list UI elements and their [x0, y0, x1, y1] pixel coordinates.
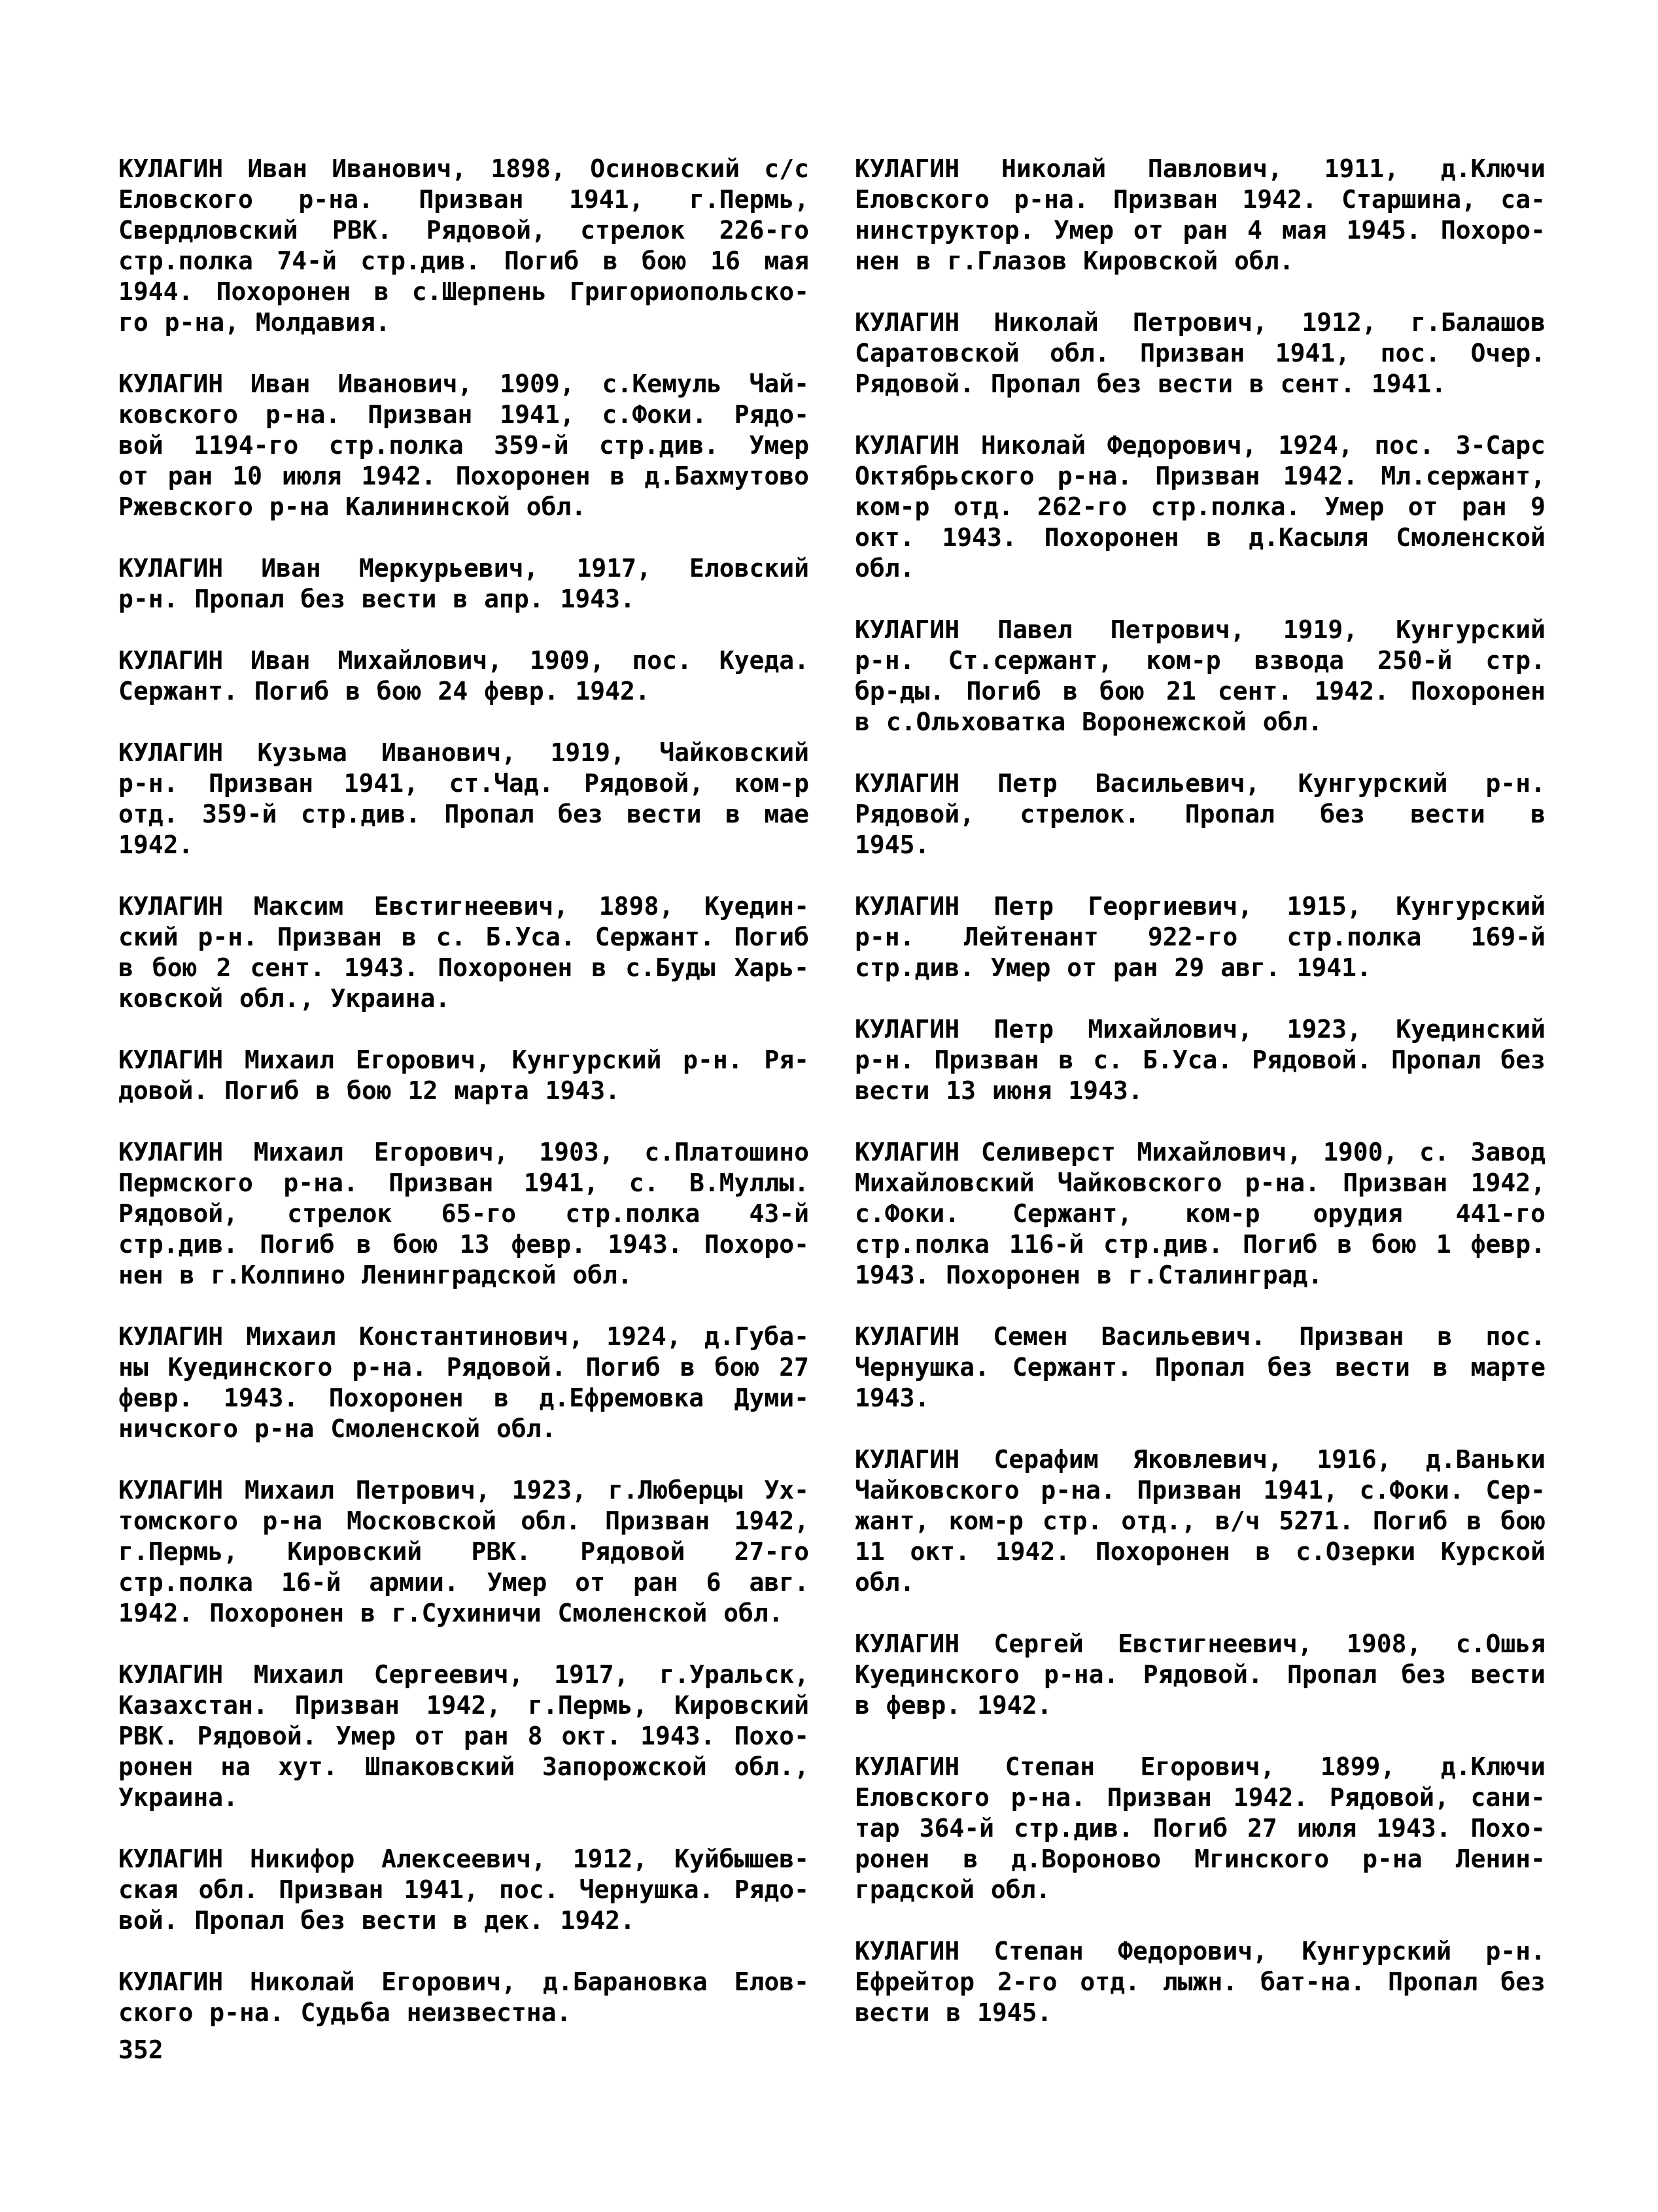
entry-line: Чернушка. Сержант. Пропал без вести в марте: [855, 1353, 1546, 1382]
entry-line: от ран 10 июля 1942. Похоронен в д.Бахмутово: [118, 462, 809, 490]
entry-line: нинструктор. Умер от ран 4 мая 1945. Похоро-: [855, 216, 1546, 245]
entry-line: Ефрейтор 2-го отд. лыжн. бат-на. Пропал без: [855, 1967, 1546, 1996]
entry-line: 1942. Похоронен в г.Сухиничи Смоленской обл.: [118, 1599, 784, 1627]
entry-line: 1943. Похоронен в г.Сталинград.: [855, 1261, 1323, 1289]
entry-line: вой. Пропал без вести в дек. 1942.: [118, 1906, 635, 1935]
entry-line: Михайловский Чайковского р-на. Призван 1942,: [855, 1168, 1546, 1197]
entry-line: КУЛАГИН Николай Егорович, д.Барановка Елов-: [118, 1967, 809, 1996]
entry-line: РВК. Рядовой. Умер от ран 8 окт. 1943. Похо-: [118, 1722, 809, 1750]
entry-line: Украина.: [118, 1783, 239, 1812]
entry-line: ского р-на. Судьба неизвестна.: [118, 1998, 572, 2027]
entry: [118, 1045, 809, 1106]
entry-line: Сержант. Погиб в бою 24 февр. 1942.: [118, 677, 650, 706]
entry-line: 11 окт. 1942. Похоронен в с.Озерки Курской: [855, 1537, 1546, 1566]
entry-line: стр.див. Умер от ран 29 авг. 1941.: [855, 953, 1372, 982]
entry: [118, 1137, 809, 1291]
entry-line: окт. 1943. Похоронен в д.Касыля Смоленской: [855, 523, 1546, 552]
entry-line: обл.: [855, 554, 915, 583]
entry-line: КУЛАГИН Михаил Егорович, 1903, с.Платошино: [118, 1138, 809, 1166]
entry-line: Рядовой. Пропал без вести в сент. 1941.: [855, 369, 1447, 398]
entry-line: вой 1194-го стр.полка 359-й стр.див. Умер: [118, 431, 809, 460]
entry-line: р-н. Призван 1941, ст.Чад. Рядовой, ком-р: [118, 769, 809, 798]
entry-line: ронен в д.Вороново Мгинского р-на Ленин-: [855, 1845, 1546, 1873]
entry-line: КУЛАГИН Иван Иванович, 1898, Осиновский с/с: [118, 154, 809, 183]
entry-line: КУЛАГИН Степан Федорович, Кунгурский р-н.: [855, 1937, 1546, 1965]
entry: [118, 553, 809, 615]
entry-line: КУЛАГИН Петр Васильевич, Кунгурский р-н.: [855, 769, 1546, 798]
entry-line: КУЛАГИН Сергей Евстигнеевич, 1908, с.Ошья: [855, 1629, 1546, 1658]
entry-line: Свердловский РВК. Рядовой, стрелок 226-го: [118, 216, 809, 245]
entry-line: нен в г.Глазов Кировской обл.: [855, 247, 1294, 275]
entry: [118, 1967, 809, 2028]
column-left: [118, 154, 809, 2059]
entry-line: с.Фоки. Сержант, ком-р орудия 441-го: [855, 1199, 1546, 1228]
entry: [855, 1936, 1546, 2028]
entry: [855, 891, 1546, 983]
entry: [855, 1137, 1546, 1291]
entry-line: р-н. Лейтенант 922-го стр.полка 169-й: [855, 923, 1546, 951]
entry-line: в бою 2 сент. 1943. Похоронен в с.Буды Харь-: [118, 953, 809, 982]
entry-line: ковской обл., Украина.: [118, 984, 451, 1013]
entry: [855, 1014, 1546, 1106]
entry-line: ская обл. Призван 1941, пос. Чернушка. Рядо-: [118, 1875, 809, 1904]
entry-line: стр.див. Погиб в бою 13 февр. 1943. Похоро-: [118, 1230, 809, 1259]
entry: [118, 1475, 809, 1629]
entry-line: Октябрьского р-на. Призван 1942. Мл.сержант,: [855, 462, 1546, 490]
entry: [118, 891, 809, 1014]
entry: [118, 645, 809, 707]
entry: [855, 615, 1546, 738]
entry-line: февр. 1943. Похоронен в д.Ефремовка Думи-: [118, 1384, 809, 1412]
entry-line: жант, ком-р стр. отд., в/ч 5271. Погиб в бою: [855, 1506, 1546, 1535]
entry-line: КУЛАГИН Никифор Алексеевич, 1912, Куйбышев-: [118, 1845, 809, 1873]
entry-line: стр.полка 16-й армии. Умер от ран 6 авг.: [118, 1568, 809, 1597]
entry-line: 1943.: [855, 1384, 930, 1412]
entry-line: Еловского р-на. Призван 1942. Рядовой, сани-: [855, 1783, 1546, 1812]
entry-line: Куединского р-на. Рядовой. Пропал без вести: [855, 1660, 1546, 1689]
entry-line: ронен на хут. Шпаковский Запорожской обл.,: [118, 1752, 809, 1781]
entry: [855, 1444, 1546, 1598]
entry-line: вести в 1945.: [855, 1998, 1052, 2027]
entry-line: ский р-н. Призван в с. Б.Уса. Сержант. Погиб: [118, 923, 809, 951]
entry-line: 1945.: [855, 830, 930, 859]
entry-line: в с.Ольховатка Воронежской обл.: [855, 707, 1323, 736]
entry: [855, 154, 1546, 277]
entry: [118, 154, 809, 338]
entry-line: Саратовской обл. Призван 1941, пос. Очер.: [855, 339, 1546, 367]
entry: [118, 1321, 809, 1444]
entry: [118, 369, 809, 522]
entry-line: Ржевского р-на Калининской обл.: [118, 492, 587, 521]
entry-line: отд. 359-й стр.див. Пропал без вести в мае: [118, 800, 809, 828]
entry-line: Рядовой, стрелок. Пропал без вести в: [855, 800, 1546, 828]
entry-line: го р-на, Молдавия.: [118, 308, 390, 337]
entry-line: ком-р отд. 262-го стр.полка. Умер от ран 9: [855, 492, 1546, 521]
entry-line: довой. Погиб в бою 12 марта 1943.: [118, 1076, 620, 1105]
entry-line: КУЛАГИН Николай Петрович, 1912, г.Балашов: [855, 308, 1546, 337]
entry-line: КУЛАГИН Петр Георгиевич, 1915, Кунгурский: [855, 892, 1546, 921]
entry-line: Казахстан. Призван 1942, г.Пермь, Кировский: [118, 1691, 809, 1720]
entry: [855, 768, 1546, 860]
entry-line: тар 364-й стр.див. Погиб 27 июля 1943. Похо-: [855, 1814, 1546, 1843]
entry-line: КУЛАГИН Иван Михайлович, 1909, пос. Куеда.: [118, 646, 809, 675]
entry-line: бр-ды. Погиб в бою 21 сент. 1942. Похоронен: [855, 677, 1546, 706]
entry-line: КУЛАГИН Иван Иванович, 1909, с.Кемуль Чай-: [118, 369, 809, 398]
entry-line: г.Пермь, Кировский РВК. Рядовой 27-го: [118, 1537, 809, 1566]
entry-line: КУЛАГИН Николай Павлович, 1911, д.Ключи: [855, 154, 1546, 183]
entry-line: КУЛАГИН Михаил Егорович, Кунгурский р-н. Ря-: [118, 1046, 809, 1074]
entry-line: КУЛАГИН Серафим Яковлевич, 1916, д.Ваньки: [855, 1445, 1546, 1474]
entry-line: КУЛАГИН Николай Федорович, 1924, пос. 3-Сарс: [855, 431, 1546, 460]
page-number: 352: [118, 2035, 164, 2064]
entry-line: КУЛАГИН Петр Михайлович, 1923, Куединский: [855, 1015, 1546, 1044]
entry-line: 1942.: [118, 830, 194, 859]
entry-line: КУЛАГИН Михаил Константинович, 1924, д.Губа-: [118, 1322, 809, 1351]
entry-line: Пермского р-на. Призван 1941, с. В.Муллы.: [118, 1168, 809, 1197]
entry-line: 1944. Похоронен в с.Шерпень Григориопольско-: [118, 277, 809, 306]
entry-line: Чайковского р-на. Призван 1941, с.Фоки. Сер-: [855, 1476, 1546, 1505]
entry: [118, 1659, 809, 1813]
entry: [855, 307, 1546, 400]
entry: [118, 1844, 809, 1936]
entry-line: обл.: [855, 1568, 915, 1597]
entry-line: р-н. Призван в с. Б.Уса. Рядовой. Пропал без: [855, 1046, 1546, 1074]
entry-line: вести 13 июня 1943.: [855, 1076, 1143, 1105]
entry-line: в февр. 1942.: [855, 1691, 1052, 1720]
entry-line: Еловского р-на. Призван 1941, г.Пермь,: [118, 185, 809, 214]
entry-line: Рядовой, стрелок 65-го стр.полка 43-й: [118, 1199, 809, 1228]
entry: [855, 1752, 1546, 1905]
entry-line: КУЛАГИН Иван Меркурьевич, 1917, Еловский: [118, 554, 809, 583]
entry-line: ничского р-на Смоленской обл.: [118, 1414, 557, 1443]
entry-line: КУЛАГИН Селиверст Михайлович, 1900, с. Завод: [855, 1138, 1546, 1166]
entry-line: ны Куединского р-на. Рядовой. Погиб в бою 27: [118, 1353, 809, 1382]
entry-line: р-н. Пропал без вести в апр. 1943.: [118, 585, 635, 613]
entry: [855, 1321, 1546, 1414]
entry-line: Еловского р-на. Призван 1942. Старшина, са-: [855, 185, 1546, 214]
entry-line: КУЛАГИН Павел Петрович, 1919, Кунгурский: [855, 615, 1546, 644]
entry-line: КУЛАГИН Семен Васильевич. Призван в пос.: [855, 1322, 1546, 1351]
entry: [855, 430, 1546, 584]
entry-line: КУЛАГИН Кузьма Иванович, 1919, Чайковский: [118, 738, 809, 767]
entry-line: градской обл.: [855, 1875, 1051, 1904]
entry-line: нен в г.Колпино Ленинградской обл.: [118, 1261, 632, 1289]
entry-line: томского р-на Московской обл. Призван 1942,: [118, 1506, 809, 1535]
entry-line: КУЛАГИН Михаил Петрович, 1923, г.Люберцы Ух-: [118, 1476, 809, 1505]
entry-line: КУЛАГИН Михаил Сергеевич, 1917, г.Уральск,: [118, 1660, 809, 1689]
column-right: [855, 154, 1546, 2059]
entry-line: ковского р-на. Призван 1941, с.Фоки. Рядо-: [118, 400, 809, 429]
entry-line: КУЛАГИН Максим Евстигнеевич, 1898, Куедин-: [118, 892, 809, 921]
entry-line: стр.полка 74-й стр.див. Погиб в бою 16 мая: [118, 247, 809, 275]
entry-line: стр.полка 116-й стр.див. Погиб в бою 1 февр.: [855, 1230, 1546, 1259]
entry-line: р-н. Ст.сержант, ком-р взвода 250-й стр.: [855, 646, 1546, 675]
entry: [118, 738, 809, 860]
entry: [855, 1629, 1546, 1721]
entry-line: КУЛАГИН Степан Егорович, 1899, д.Ключи: [855, 1752, 1546, 1781]
